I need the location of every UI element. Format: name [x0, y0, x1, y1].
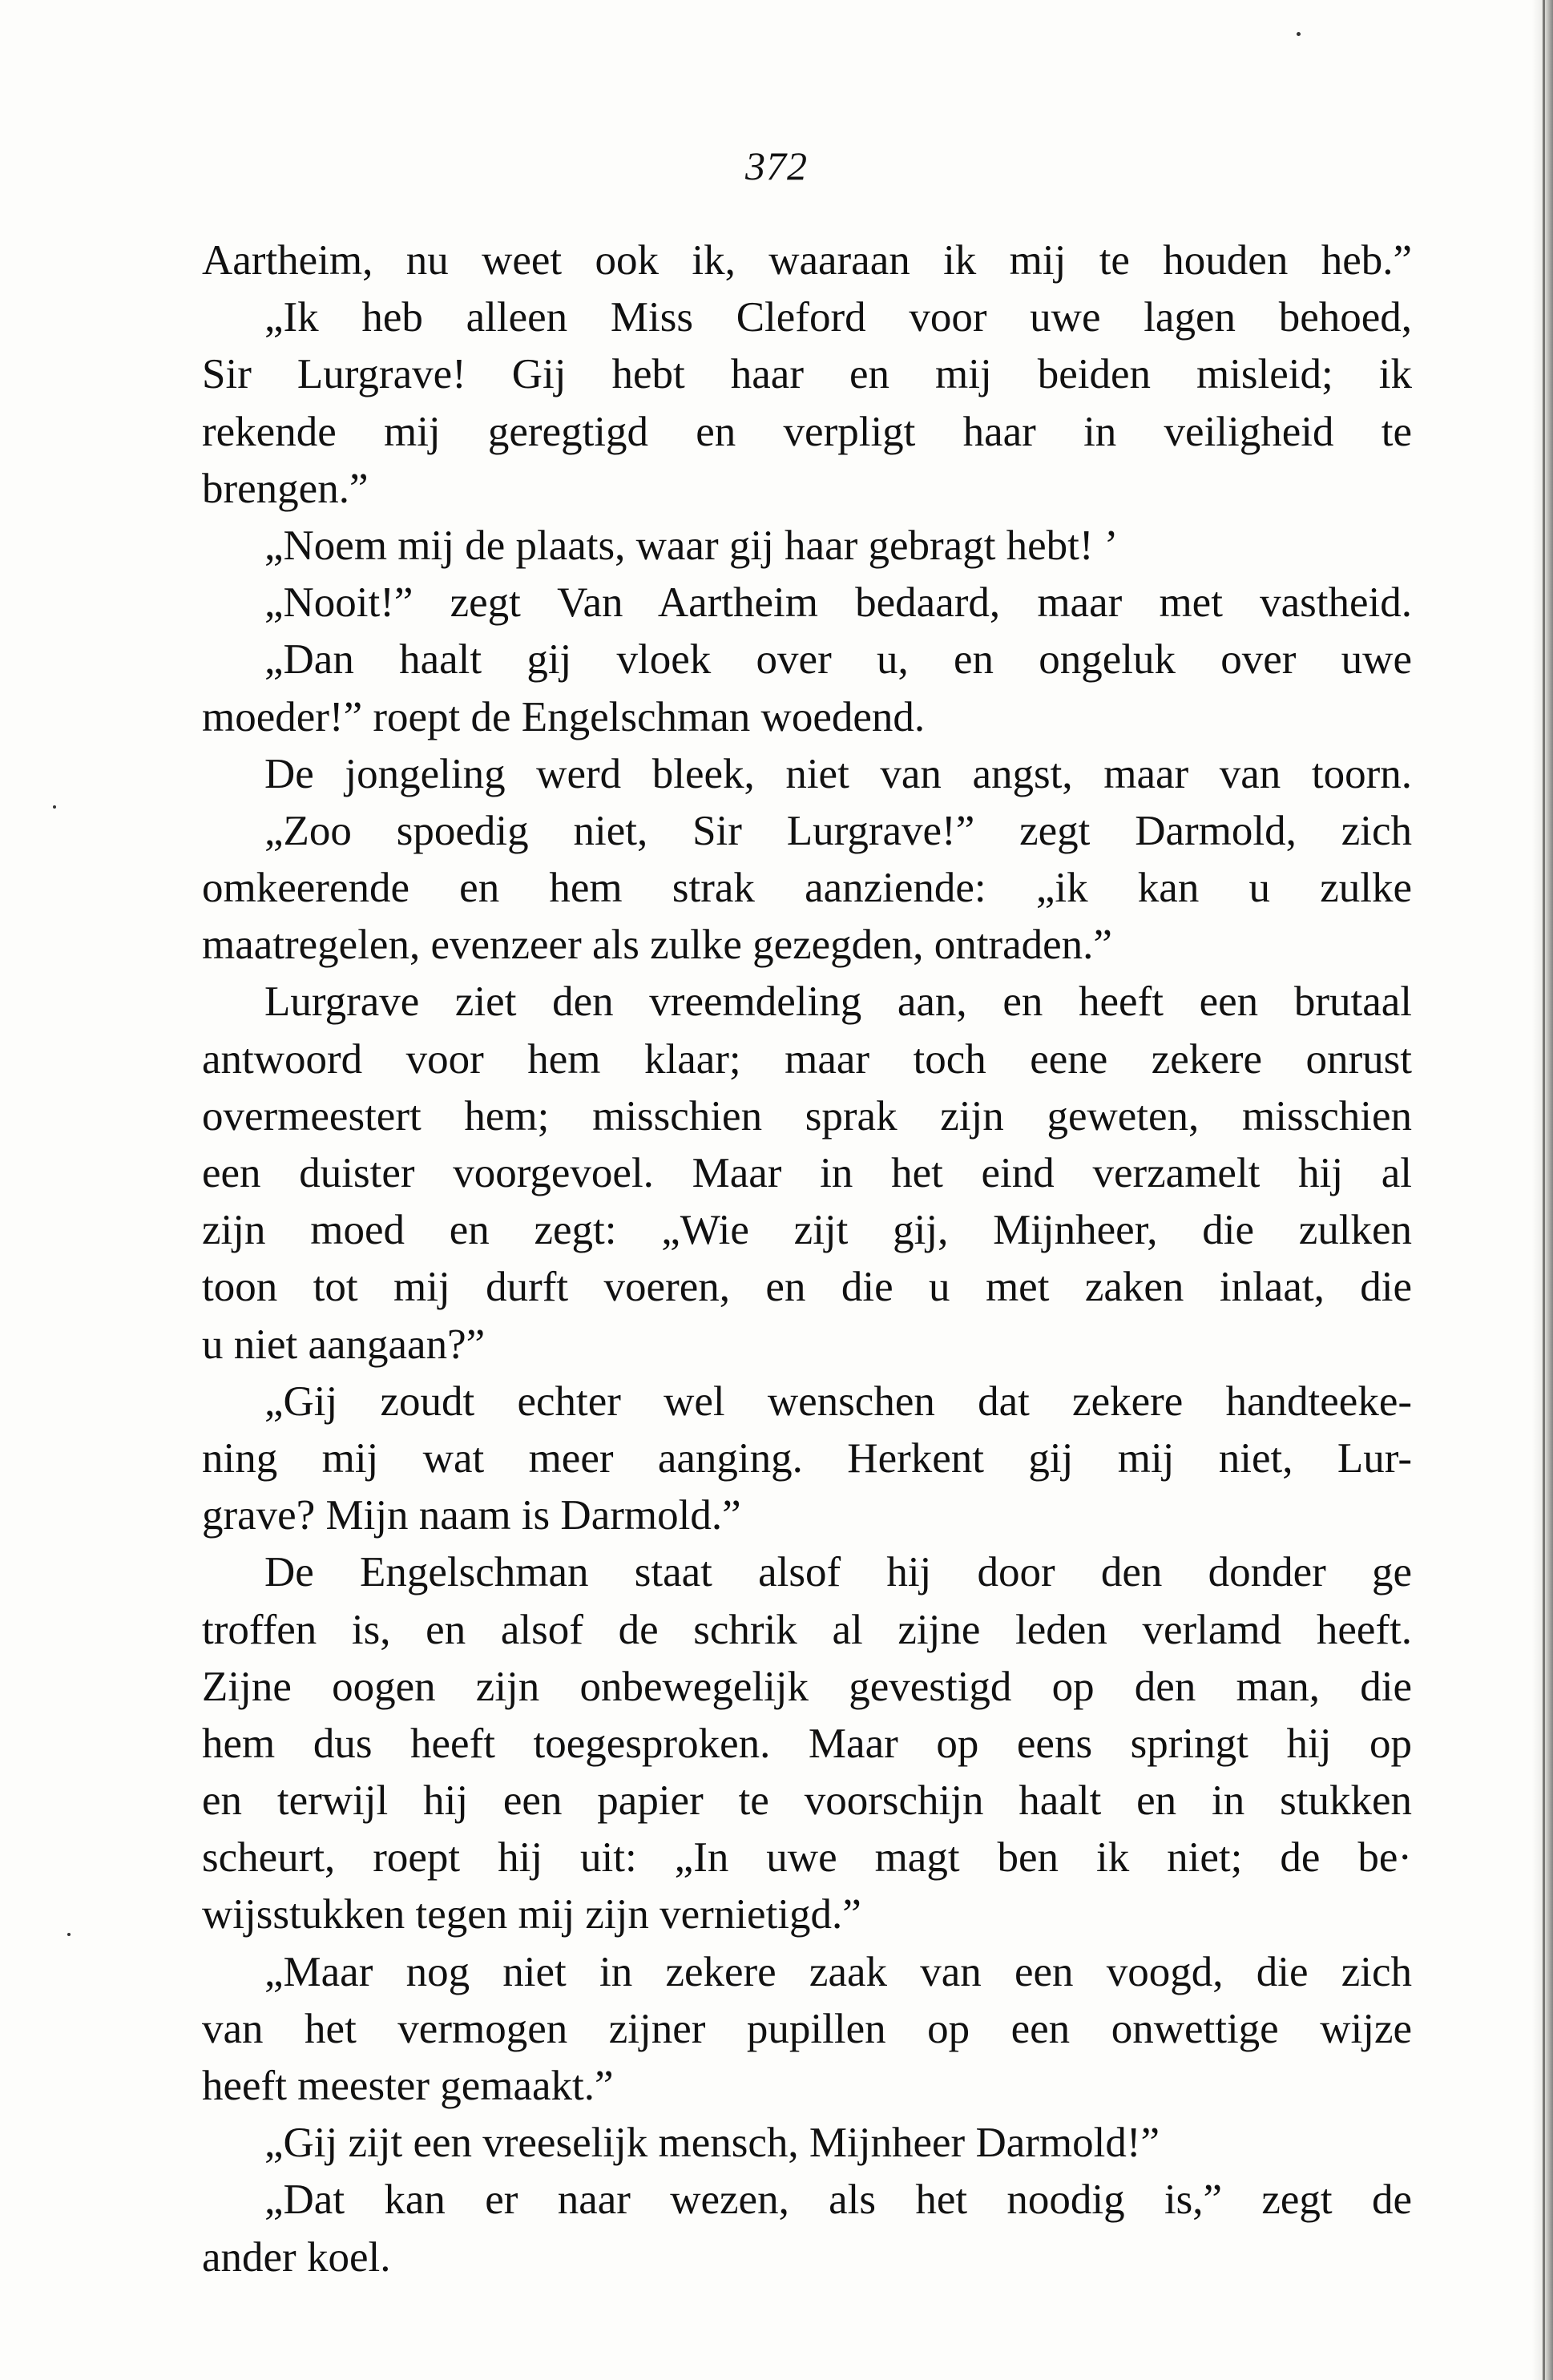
text-line: moeder!” roept de Engelschman woedend.	[202, 693, 926, 740]
text-line: zijn moed en zegt: „Wie zijt gij, Mijnheer, die zulken	[202, 1207, 1412, 1254]
text-line: overmeestert hem; misschien sprak zijn geweten, misschien	[202, 1092, 1412, 1140]
text-line: „Nooit!” zegt Van Aartheim bedaard, maar met vastheid.	[264, 579, 1412, 627]
text-line: heeft meester gemaakt.”	[202, 2063, 614, 2109]
text-line: „Gij zoudt echter wel wenschen dat zekere handteeke-	[264, 1378, 1412, 1425]
text-line: rekende mij geregtigd en verpligt haar in veiligheid te	[202, 408, 1412, 455]
page-number: 372	[745, 143, 808, 188]
text-line: troffen is, en alsof de schrik al zijne leden verlamd heeft.	[202, 1606, 1412, 1653]
text-line: De jongeling werd bleek, niet van angst, maar van toorn.	[264, 750, 1412, 797]
body-text	[202, 232, 1412, 2286]
text-line: „Ik heb alleen Miss Cleford voor uwe lagen behoed,	[264, 294, 1412, 341]
text-line: ander koel.	[202, 2233, 391, 2281]
text-line: maatregelen, evenzeer als zulke gezegden, ontraden.”	[202, 922, 1112, 969]
text-line: brengen.”	[202, 465, 369, 512]
text-line: „Dan haalt gij vloek over u, en ongeluk over uwe	[264, 636, 1412, 684]
text-line: antwoord voor hem klaar; maar toch eene zekere onrust	[202, 1035, 1412, 1083]
scan-speck	[53, 805, 56, 809]
text-line: van het vermogen zijner pupillen op een onwettige wijze	[202, 2005, 1412, 2052]
text-line: toon tot mij durft voeren, en die u met zaken inlaat, die	[202, 1264, 1412, 1311]
text-line: u niet aangaan?”	[202, 1321, 486, 1368]
text-line: „Zoo spoedig niet, Sir Lurgrave!” zegt Darmold, zich	[264, 807, 1412, 854]
text-line: wijsstukken tegen mij zijn vernietigd.”	[202, 1891, 861, 1938]
text-line: Aartheim, nu weet ook ik, waaraan ik mij te houden heb.”	[202, 237, 1412, 284]
text-line: hem dus heeft toegesproken. Maar op eens springt hij op	[202, 1720, 1412, 1767]
text-line: „Maar nog niet in zekere zaak van een voogd, die zich	[264, 1948, 1412, 1995]
text-line: „Gij zijt een vreeselijk mensch, Mijnheer Darmold!”	[264, 2120, 1160, 2167]
text-line: grave? Mijn naam is Darmold.”	[202, 1492, 741, 1539]
text-line: Sir Lurgrave! Gij hebt haar en mij beiden misleid; ik	[202, 351, 1412, 398]
text-line: een duister voorgevoel. Maar in het eind verzamelt hij al	[202, 1150, 1412, 1196]
text-line: „Noem mij de plaats, waar gij haar gebragt hebt! ’	[264, 522, 1119, 569]
text-line: De Engelschman staat alsof hij door den donder ge	[264, 1549, 1412, 1596]
text-line: „Dat kan er naar wezen, als het noodig is,” zegt de	[264, 2176, 1412, 2224]
scan-speck	[1297, 32, 1301, 36]
text-line: en terwijl hij een papier te voorschijn haalt en in stukken	[202, 1777, 1412, 1825]
text-line: scheurt, roept hij uit: „In uwe magt ben ik niet; de be·	[202, 1834, 1412, 1882]
text-line: Zijne oogen zijn onbewegelijk gevestigd op den man, die	[202, 1663, 1412, 1710]
scan-speck	[67, 1933, 71, 1936]
text-line: ning mij wat meer aanging. Herkent gij mij niet, Lur-	[202, 1434, 1412, 1482]
text-line: Lurgrave ziet den vreemdeling aan, en heeft een brutaal	[264, 978, 1412, 1026]
text-line: omkeerende en hem strak aanziende: „ik kan u zulke	[202, 865, 1412, 912]
scan-edge-line	[1543, 0, 1545, 2380]
